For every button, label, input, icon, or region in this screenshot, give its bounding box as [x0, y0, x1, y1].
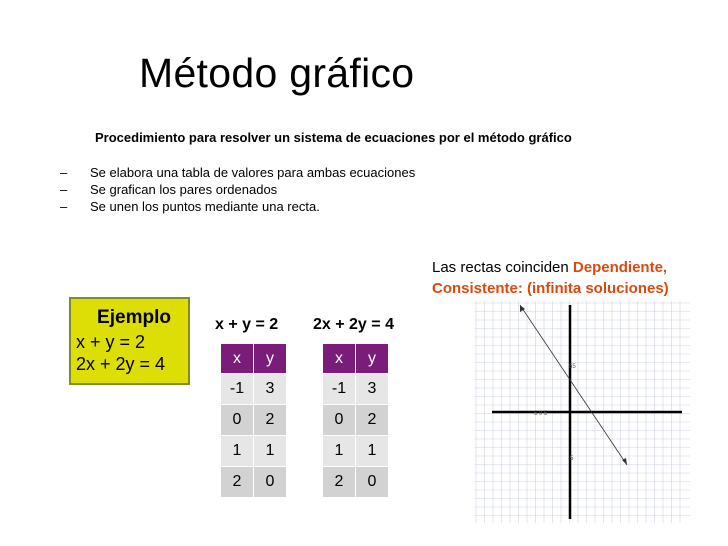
values-table-1	[220, 343, 287, 498]
table-row	[323, 374, 389, 405]
table-cell: -1	[221, 374, 254, 405]
bullet-dash: –	[60, 182, 68, 197]
column-header: x	[221, 344, 254, 374]
table-1-equation: x + y = 2	[215, 316, 279, 333]
table-cell: 1	[221, 436, 254, 467]
table-cell: 0	[221, 405, 254, 436]
list-item	[60, 181, 415, 198]
table-cell: -1	[323, 374, 356, 405]
table-row	[221, 436, 287, 467]
table-row	[221, 467, 287, 498]
table-cell: 1	[323, 436, 356, 467]
table-row	[323, 436, 389, 467]
step-text: Se elabora una tabla de valores para ambas ecuaciones	[90, 165, 416, 180]
table-header-row	[221, 344, 287, 374]
list-item	[60, 198, 415, 215]
steps-list	[60, 164, 415, 215]
table-row	[221, 405, 287, 436]
table-cell: 0	[323, 405, 356, 436]
tick-label-bottom: -5	[568, 456, 574, 462]
step-text: Se grafican los pares ordenados	[90, 182, 278, 197]
table-row	[323, 405, 389, 436]
table-cell: 2	[323, 467, 356, 498]
table-header-row	[323, 344, 389, 374]
table-cell: 2	[356, 405, 389, 436]
step-text: Se unen los puntos mediante una recta.	[90, 199, 320, 214]
column-header: x	[323, 344, 356, 374]
column-header: y	[254, 344, 287, 374]
table-cell: 2	[221, 467, 254, 498]
list-item	[60, 164, 415, 181]
conclusion-highlight-dependent: Dependiente,	[572, 259, 668, 276]
table-cell: 0	[254, 467, 287, 498]
coordinate-graph	[472, 299, 692, 525]
conclusion-text	[432, 257, 669, 299]
column-header: y	[356, 344, 389, 374]
table-row	[221, 374, 287, 405]
example-title: Ejemplo	[97, 307, 171, 328]
table-row	[323, 467, 389, 498]
tick-label-top: 55	[569, 364, 576, 370]
table-2-equation: 2x + 2y = 4	[313, 316, 394, 333]
conclusion-lead: Las rectas coinciden	[432, 259, 573, 276]
table-cell: 1	[254, 436, 287, 467]
conclusion-highlight-consistent: Consistente: (infinita soluciones)	[432, 280, 669, 297]
values-table-2	[322, 343, 389, 498]
subtitle: Procedimiento para resolver un sistema de ecuaciones por el método gráfico	[95, 130, 572, 145]
bullet-dash: –	[60, 165, 68, 180]
table-cell: 3	[254, 374, 287, 405]
table-cell: 2	[254, 405, 287, 436]
example-equation-2: 2x + 2y = 4	[76, 354, 166, 374]
page-title: Método gráfico	[139, 50, 415, 96]
example-box	[69, 297, 190, 385]
example-equation-1: x + y = 2	[76, 332, 146, 352]
table-cell: 0	[356, 467, 389, 498]
tick-label-left: -5 0 5	[532, 411, 548, 417]
bullet-dash: –	[60, 199, 68, 214]
table-cell: 3	[356, 374, 389, 405]
table-cell: 1	[356, 436, 389, 467]
